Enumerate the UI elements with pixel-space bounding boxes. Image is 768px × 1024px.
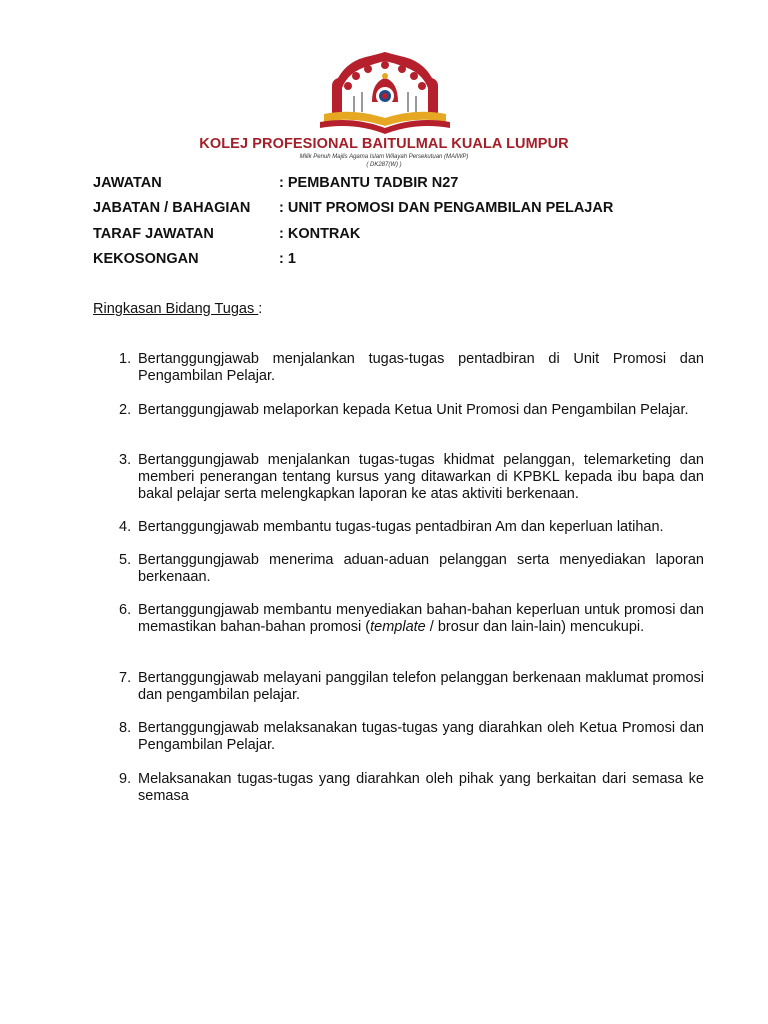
list-item-number: 5. — [119, 552, 132, 568]
list-item-text: Bertanggungjawab melaksanakan tugas-tugas yang diarahkan oleh Ketua Promosi dan Pengambilan Pelajar. — [138, 720, 704, 753]
list-item — [119, 351, 704, 385]
list-item — [119, 552, 704, 586]
list-item-number: 4. — [119, 519, 132, 535]
info-value: : 1 — [279, 250, 296, 267]
list-item — [119, 602, 704, 636]
list-item-text: Bertanggungjawab menjalankan tugas-tugas khidmat pelanggan, telemarketing dan memberi penerangan tentang kursus yang ditawarkan di KPBKL kepada ibu bapa dan bakal pelajar serta melengkapkan laporan ke atas aktiviti berkenaan. — [138, 452, 704, 502]
list-item-number: 1. — [119, 351, 132, 367]
list-item-text: Melaksanakan tugas-tugas yang diarahkan oleh pihak yang berkaitan dari semasa ke semasa — [138, 771, 704, 804]
list-item-number: 6. — [119, 602, 132, 618]
list-item-text: Bertanggungjawab melayani panggilan telefon pelanggan berkenaan maklumat promosi dan pengambilan pelajar. — [138, 670, 704, 703]
info-label: TARAF JAWATAN — [93, 225, 214, 242]
list-item — [119, 452, 704, 503]
list-item-text-part: / brosur dan lain-lain) mencukupi. — [425, 619, 645, 635]
section-title-colon: : — [258, 301, 263, 317]
list-item-number: 8. — [119, 720, 132, 736]
info-value: : PEMBANTU TADBIR N27 — [279, 175, 459, 191]
list-item-text-emphasis: template — [370, 619, 426, 635]
info-value: : UNIT PROMOSI DAN PENGAMBILAN PELAJAR — [279, 200, 614, 217]
list-item-text — [138, 602, 704, 636]
college-logo — [318, 52, 452, 134]
list-item-number: 9. — [119, 771, 132, 787]
list-item — [119, 402, 704, 419]
section-title-text: Ringkasan Bidang Tugas — [93, 301, 259, 317]
info-label: JAWATAN — [93, 175, 162, 191]
list-item-number: 7. — [119, 670, 132, 686]
college-logo-icon — [318, 52, 452, 134]
list-item-number: 3. — [119, 452, 132, 468]
list-item — [119, 670, 704, 704]
section-title — [93, 301, 262, 317]
list-item-text: Bertanggungjawab membantu tugas-tugas pentadbiran Am dan keperluan latihan. — [138, 519, 664, 535]
list-item-text: Bertanggungjawab menjalankan tugas-tugas pentadbiran di Unit Promosi dan Pengambilan Pelajar. — [138, 351, 704, 384]
list-item — [119, 519, 704, 536]
info-label: KEKOSONGAN — [93, 250, 199, 267]
list-item-text: Bertanggungjawab melaporkan kepada Ketua Unit Promosi dan Pengambilan Pelajar. — [138, 402, 689, 418]
info-value: : KONTRAK — [279, 225, 361, 242]
college-name: KOLEJ PROFESIONAL BAITULMAL KUALA LUMPUR — [199, 136, 569, 152]
list-item-text-part: Bertanggungjawab membantu menyediakan bahan-bahan keperluan untuk promosi dan memastikan bahan-bahan promosi ( — [138, 602, 704, 635]
list-item — [119, 720, 704, 754]
list-item-number: 2. — [119, 402, 132, 418]
list-item-text: Bertanggungjawab menerima aduan-aduan pelanggan serta menyediakan laporan berkenaan. — [138, 552, 704, 585]
college-registration: ( DK287(W) ) — [366, 162, 402, 168]
college-subtitle: Milik Penuh Majlis Agama Islam Wilayah Persekutuan (MAIWP) — [299, 154, 469, 160]
list-item — [119, 771, 704, 805]
info-label: JABATAN / BAHAGIAN — [93, 200, 251, 217]
